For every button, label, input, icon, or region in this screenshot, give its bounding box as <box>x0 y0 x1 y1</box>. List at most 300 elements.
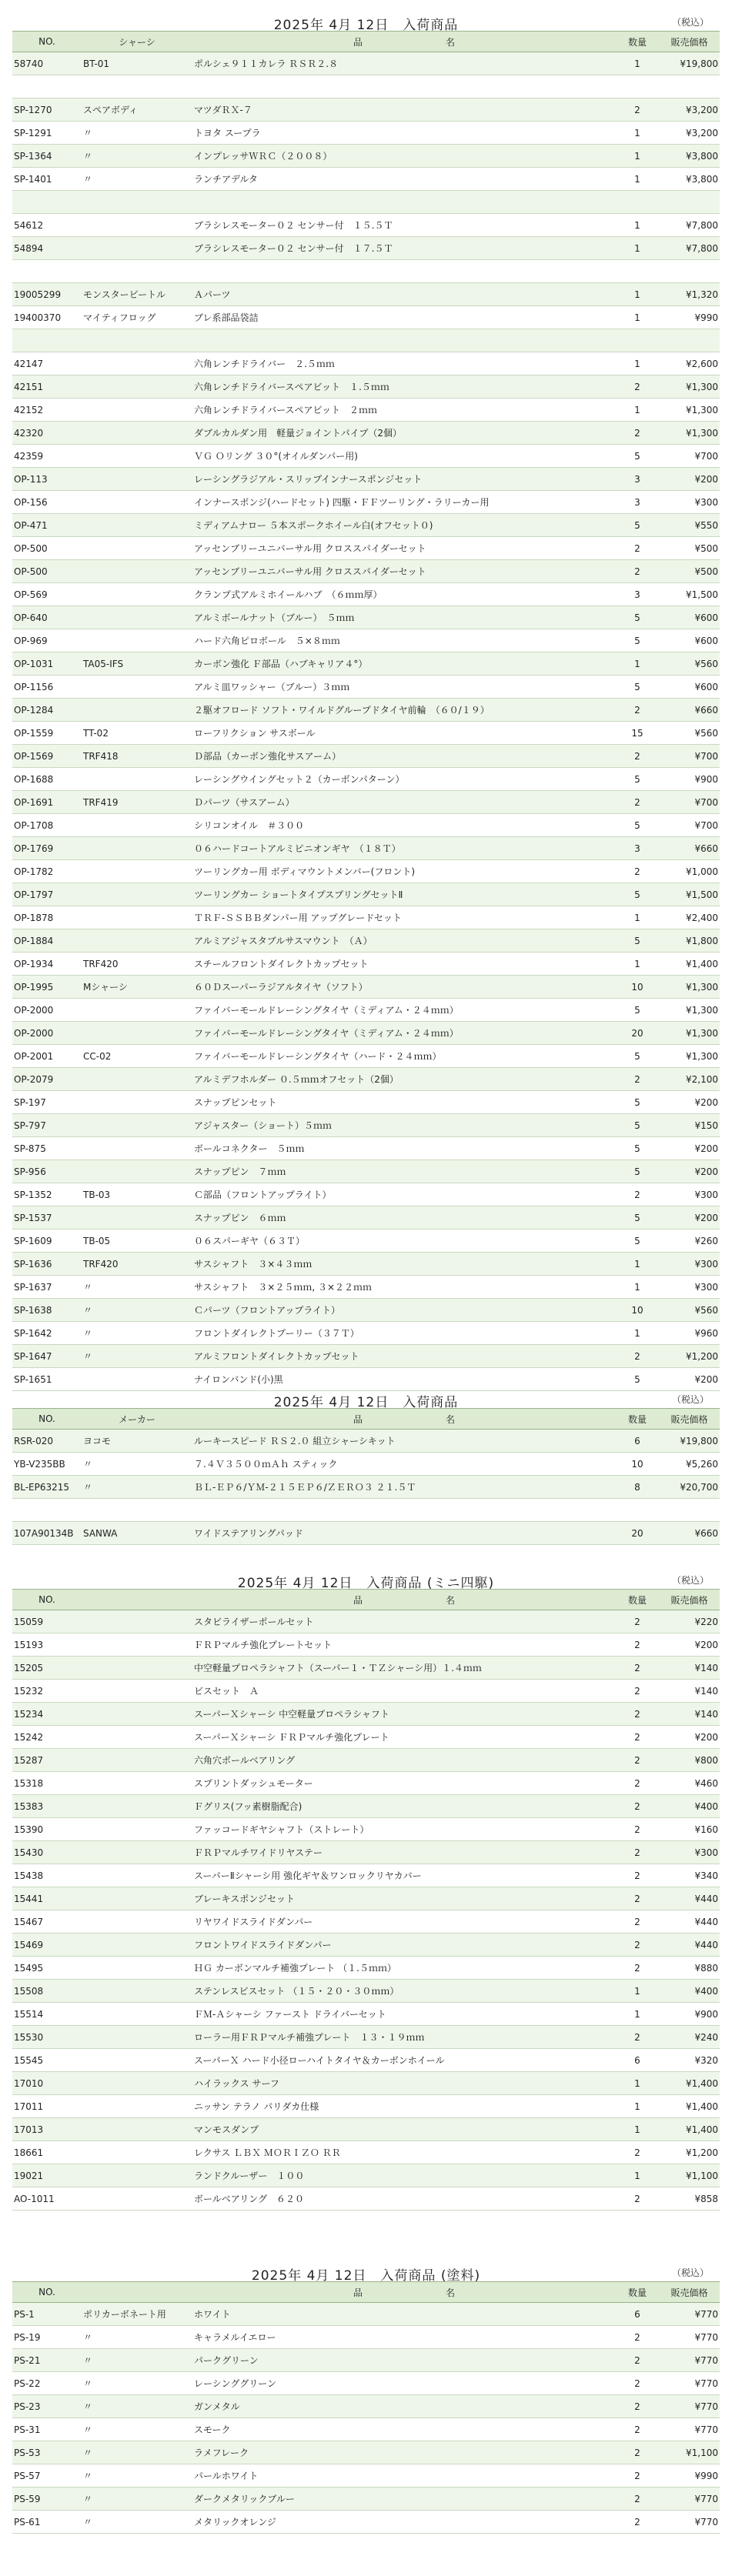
cell-price: ¥300 <box>659 1276 720 1299</box>
cell-name: ステンレスビスセット （１５・２０・３０ｍｍ） <box>192 1980 616 2003</box>
cell-category <box>82 214 192 237</box>
cell-qty: 2 <box>616 98 659 122</box>
cell-name: ファイバーモールドレーシングタイヤ（ミディアム・２４ｍｍ） <box>192 999 616 1022</box>
cell-qty: 2 <box>616 1864 659 1887</box>
cell-price: ¥1,800 <box>659 929 720 953</box>
cell-category: ヨコモ <box>82 1430 192 1453</box>
cell-no: 15193 <box>12 1633 82 1657</box>
cell-qty: 2 <box>616 1795 659 1818</box>
cell-name: ブラシレスモーター０２ センサー付 １７.５Ｔ <box>192 237 616 260</box>
cell-no: SP-1651 <box>12 1368 82 1391</box>
cell-qty: 3 <box>616 468 659 491</box>
cell-no: OP-969 <box>12 629 82 652</box>
col-header-name: 品 名 <box>192 32 616 52</box>
table-row <box>12 606 720 629</box>
table-row <box>12 1430 720 1453</box>
cell-price: ¥660 <box>659 837 720 860</box>
cell-category: TB-03 <box>82 1183 192 1206</box>
table-row <box>12 1322 720 1345</box>
cell-category: 〃 <box>82 168 192 191</box>
cell-qty: 5 <box>616 1206 659 1230</box>
table-row <box>12 814 720 837</box>
cell-name: ＦＲＰマルチ強化プレートセット <box>192 1633 616 1657</box>
cell-name: ２駆オフロード ソフト・ワイルドグループドタイヤ前輪 （６０/１９） <box>192 699 616 722</box>
cell-qty: 2 <box>616 1183 659 1206</box>
cell-no: OP-569 <box>12 583 82 606</box>
cell-qty: 5 <box>616 883 659 906</box>
cell-price: ¥140 <box>659 1703 720 1726</box>
table-row <box>12 1230 720 1253</box>
cell-no: 42359 <box>12 445 82 468</box>
col-header-name: 品 名 <box>192 1409 616 1430</box>
cell-price: ¥660 <box>659 699 720 722</box>
cell-no: OP-1769 <box>12 837 82 860</box>
cell-price: ¥2,100 <box>659 1068 720 1091</box>
cell-name: ０６ハードコートアルミピニオンギヤ （１８Ｔ） <box>192 837 616 860</box>
cell-name: ダークメタリックブルー <box>192 2488 616 2511</box>
cell-name: アッセンブリーユニバーサル用 クロススパイダーセット <box>192 537 616 560</box>
cell-category <box>82 2095 192 2118</box>
table-row <box>12 1453 720 1476</box>
cell-price: ¥460 <box>659 1772 720 1795</box>
cell-no: PS-19 <box>12 2326 82 2349</box>
cell-name <box>192 260 616 283</box>
cell-name: スーパーⅡシャーシ用 強化ギヤ＆ワンロックリヤカバー <box>192 1864 616 1887</box>
cell-price: ¥1,500 <box>659 583 720 606</box>
table-row <box>12 514 720 537</box>
cell-no: OP-2001 <box>12 1045 82 1068</box>
cell-name: ６０Ｄスーパーラジアルタイヤ（ソフト） <box>192 976 616 999</box>
table-row <box>12 52 720 75</box>
table-row <box>12 2303 720 2326</box>
cell-no: AO-1011 <box>12 2187 82 2211</box>
cell-name: ＦＭ-Ａシャーシ ファースト ドライバーセット <box>192 2003 616 2026</box>
cell-qty <box>616 260 659 283</box>
cell-price: ¥1,320 <box>659 283 720 306</box>
cell-category <box>82 2072 192 2095</box>
cell-price: ¥300 <box>659 491 720 514</box>
table-row <box>12 2372 720 2395</box>
cell-qty: 2 <box>616 2372 659 2395</box>
cell-name: 六角レンチドライバースペアビット １.５ｍｍ <box>192 375 616 399</box>
table-row <box>12 352 720 375</box>
cell-price: ¥150 <box>659 1114 720 1137</box>
cell-price: ¥1,200 <box>659 2141 720 2164</box>
section-1 <box>12 8 720 1391</box>
cell-no: OP-1995 <box>12 976 82 999</box>
table-row <box>12 953 720 976</box>
table-row <box>12 2049 720 2072</box>
table-row <box>12 122 720 145</box>
cell-category: 〃 <box>82 1345 192 1368</box>
cell-no: OP-2079 <box>12 1068 82 1091</box>
section-2 <box>12 1385 720 1545</box>
cell-qty: 3 <box>616 491 659 514</box>
cell-qty: 2 <box>616 1934 659 1957</box>
cell-no: 15234 <box>12 1703 82 1726</box>
cell-category <box>82 1091 192 1114</box>
cell-category: SANWA <box>82 1522 192 1545</box>
cell-no: 19005299 <box>12 283 82 306</box>
table-row <box>12 75 720 98</box>
cell-name: ガンメタル <box>192 2395 616 2418</box>
table-row <box>12 306 720 329</box>
table-row <box>12 237 720 260</box>
cell-qty: 2 <box>616 2488 659 2511</box>
cell-qty: 1 <box>616 283 659 306</box>
tax-note: （税込） <box>671 2267 709 2278</box>
cell-category <box>82 352 192 375</box>
cell-name: ＨＧ カーボンマルチ補強プレート （１.５ｍｍ） <box>192 1957 616 1980</box>
cell-category <box>82 2164 192 2187</box>
cell-price: ¥440 <box>659 1887 720 1910</box>
cell-no: SP-197 <box>12 1091 82 1114</box>
cell-no: 42152 <box>12 399 82 422</box>
cell-name: トヨタ スープラ <box>192 122 616 145</box>
cell-no: 17011 <box>12 2095 82 2118</box>
cell-name: スーパーＸ ハード小径ローハイトタイヤ＆カーボンホイール <box>192 2049 616 2072</box>
cell-name: 六角レンチドライバー ２.５ｍｍ <box>192 352 616 375</box>
cell-price: ¥300 <box>659 1841 720 1864</box>
cell-price: ¥770 <box>659 2349 720 2372</box>
cell-category <box>82 1680 192 1703</box>
cell-qty: 1 <box>616 1322 659 1345</box>
cell-price: ¥3,200 <box>659 98 720 122</box>
cell-name: スーパーＸシャーシ ＦＲＰマルチ強化プレート <box>192 1726 616 1749</box>
cell-no: 15242 <box>12 1726 82 1749</box>
table-row <box>12 2026 720 2049</box>
cell-name: 六角穴ボールベアリング <box>192 1749 616 1772</box>
cell-qty: 1 <box>616 399 659 422</box>
cell-no: 15441 <box>12 1887 82 1910</box>
cell-price: ¥260 <box>659 1230 720 1253</box>
cell-price: ¥600 <box>659 629 720 652</box>
cell-qty: 2 <box>616 1680 659 1703</box>
cell-qty: 2 <box>616 745 659 768</box>
table-row <box>12 1910 720 1934</box>
table-row <box>12 1749 720 1772</box>
table-row <box>12 999 720 1022</box>
cell-no: 58740 <box>12 52 82 75</box>
cell-category: 〃 <box>82 145 192 168</box>
cell-qty: 1 <box>616 2118 659 2141</box>
table-row <box>12 860 720 883</box>
cell-no: 15467 <box>12 1910 82 1934</box>
cell-category <box>82 75 192 98</box>
cell-no <box>12 1499 82 1522</box>
cell-name: ＴＲＦ-ＳＳＢＢダンパー用 アップグレードセット <box>192 906 616 929</box>
cell-no: SP-1637 <box>12 1276 82 1299</box>
cell-qty: 1 <box>616 2072 659 2095</box>
cell-qty: 2 <box>616 1910 659 1934</box>
cell-price: ¥960 <box>659 1322 720 1345</box>
table-row <box>12 145 720 168</box>
cell-name: ミディアムナロー ５本スポークホイール白(オフセット０) <box>192 514 616 537</box>
tax-note: （税込） <box>671 1575 709 1586</box>
cell-price: ¥1,300 <box>659 999 720 1022</box>
cell-qty: 1 <box>616 237 659 260</box>
cell-name: パールホワイト <box>192 2464 616 2488</box>
col-header-name: 品 名 <box>192 1590 616 1610</box>
cell-name: リヤワイドスライドダンパー <box>192 1910 616 1934</box>
cell-price: ¥3,200 <box>659 122 720 145</box>
cell-no: SP-1537 <box>12 1206 82 1230</box>
cell-category <box>82 606 192 629</box>
cell-price: ¥1,300 <box>659 1022 720 1045</box>
cell-price: ¥770 <box>659 2511 720 2534</box>
cell-name: スナップピン ７ｍｍ <box>192 1160 616 1183</box>
cell-qty: 5 <box>616 1091 659 1114</box>
table-row <box>12 1183 720 1206</box>
cell-category <box>82 537 192 560</box>
cell-no: SP-1291 <box>12 122 82 145</box>
cell-category: CC-02 <box>82 1045 192 1068</box>
cell-name: レーシングウイングセット２（カーボンパターン） <box>192 768 616 791</box>
cell-category <box>82 1610 192 1633</box>
cell-price: ¥19,800 <box>659 52 720 75</box>
cell-no: OP-1878 <box>12 906 82 929</box>
cell-qty: 5 <box>616 629 659 652</box>
cell-category <box>82 1726 192 1749</box>
cell-price: ¥440 <box>659 1934 720 1957</box>
cell-name: スモーク <box>192 2418 616 2441</box>
cell-price: ¥160 <box>659 1818 720 1841</box>
cell-name: ブレ系部品袋詰 <box>192 306 616 329</box>
cell-price: ¥900 <box>659 768 720 791</box>
cell-category <box>82 814 192 837</box>
cell-category <box>82 468 192 491</box>
cell-price: ¥1,300 <box>659 375 720 399</box>
cell-no: OP-1688 <box>12 768 82 791</box>
cell-no: OP-500 <box>12 560 82 583</box>
cell-price: ¥600 <box>659 606 720 629</box>
cell-category: 〃 <box>82 1476 192 1499</box>
cell-no: OP-640 <box>12 606 82 629</box>
cell-no: OP-1782 <box>12 860 82 883</box>
cell-qty: 2 <box>616 791 659 814</box>
cell-name: ビスセット Ａ <box>192 1680 616 1703</box>
section-title: 2025年 4月 12日 入荷商品 <box>273 18 459 33</box>
cell-price: ¥140 <box>659 1657 720 1680</box>
cell-category: 〃 <box>82 2511 192 2534</box>
cell-price: ¥140 <box>659 1680 720 1703</box>
cell-category <box>82 1841 192 1864</box>
table-row <box>12 399 720 422</box>
cell-qty: 1 <box>616 352 659 375</box>
cell-name: スナップピン ６ｍｍ <box>192 1206 616 1230</box>
cell-no: OP-1156 <box>12 676 82 699</box>
table-row <box>12 745 720 768</box>
cell-name: ハイラックス サーフ <box>192 2072 616 2095</box>
cell-name: フロントワイドスライドダンパー <box>192 1934 616 1957</box>
cell-price <box>659 191 720 214</box>
cell-no: OP-1934 <box>12 953 82 976</box>
cell-category: 〃 <box>82 2464 192 2488</box>
cell-qty: 2 <box>616 2026 659 2049</box>
cell-category <box>82 583 192 606</box>
cell-qty: 5 <box>616 1368 659 1391</box>
cell-no: OP-1708 <box>12 814 82 837</box>
cell-name: ＦＲＰマルチワイドリヤステー <box>192 1841 616 1864</box>
cell-qty: 2 <box>616 422 659 445</box>
cell-name: インナースポンジ(ハードセット) 四駆・ＦＦツーリング・ラリーカー用 <box>192 491 616 514</box>
cell-qty: 2 <box>616 375 659 399</box>
cell-category: 〃 <box>82 2488 192 2511</box>
cell-no: 15545 <box>12 2049 82 2072</box>
items-table <box>12 2281 720 2534</box>
cell-name: アルミデフホルダー ０.５ｍｍオフセット（2個） <box>192 1068 616 1091</box>
cell-price: ¥200 <box>659 468 720 491</box>
table-row <box>12 2072 720 2095</box>
cell-category <box>82 2187 192 2211</box>
section-title: 2025年 4月 12日 入荷商品 (ミニ四駆) <box>237 1576 495 1591</box>
cell-no: OP-2000 <box>12 999 82 1022</box>
cell-price <box>659 1499 720 1522</box>
table-row <box>12 214 720 237</box>
cell-price: ¥340 <box>659 1864 720 1887</box>
cell-qty: 1 <box>616 214 659 237</box>
cell-category <box>82 1772 192 1795</box>
cell-price: ¥19,800 <box>659 1430 720 1453</box>
table-row <box>12 191 720 214</box>
cell-qty: 10 <box>616 976 659 999</box>
cell-no: SP-1609 <box>12 1230 82 1253</box>
cell-qty: 1 <box>616 168 659 191</box>
table-row <box>12 1160 720 1183</box>
cell-qty: 2 <box>616 1887 659 1910</box>
cell-qty: 2 <box>616 2418 659 2441</box>
cell-no: 19400370 <box>12 306 82 329</box>
cell-no: 54612 <box>12 214 82 237</box>
cell-no: SP-1401 <box>12 168 82 191</box>
col-header-no: NO. <box>12 1409 82 1430</box>
cell-qty: 1 <box>616 953 659 976</box>
cell-qty: 2 <box>616 1726 659 1749</box>
cell-category <box>82 514 192 537</box>
table-row <box>12 2464 720 2488</box>
cell-no: SP-875 <box>12 1137 82 1160</box>
table-row <box>12 283 720 306</box>
cell-qty: 3 <box>616 837 659 860</box>
cell-no: PS-22 <box>12 2372 82 2395</box>
col-header-name: 品 名 <box>192 2282 616 2303</box>
cell-price: ¥660 <box>659 1522 720 1545</box>
cell-no: SP-1352 <box>12 1183 82 1206</box>
cell-no: 42147 <box>12 352 82 375</box>
cell-name: ボールコネクター ５ｍｍ <box>192 1137 616 1160</box>
cell-price: ¥1,400 <box>659 2118 720 2141</box>
cell-no: 15287 <box>12 1749 82 1772</box>
items-table <box>12 31 720 1391</box>
table-row <box>12 1522 720 1545</box>
table-row <box>12 1726 720 1749</box>
cell-name: ハード六角ピロボール ５×８ｍｍ <box>192 629 616 652</box>
cell-name: キャラメルイエロー <box>192 2326 616 2349</box>
section-header <box>12 1566 720 1589</box>
cell-category: TA05-IFS <box>82 652 192 676</box>
cell-name: カーボン強化 Ｆ部品（ハブキャリア４°） <box>192 652 616 676</box>
cell-category: BT-01 <box>82 52 192 75</box>
col-header-price: 販売価格 <box>659 32 720 52</box>
cell-price: ¥1,300 <box>659 976 720 999</box>
table-row <box>12 1633 720 1657</box>
cell-name: ランドクルーザー １００ <box>192 2164 616 2187</box>
cell-no: OP-1797 <box>12 883 82 906</box>
cell-name: ダブルカルダン用 軽量ジョイントパイプ（2個） <box>192 422 616 445</box>
table-row <box>12 445 720 468</box>
cell-price: ¥300 <box>659 1253 720 1276</box>
table-row <box>12 2095 720 2118</box>
cell-price: ¥200 <box>659 1633 720 1657</box>
cell-no: OP-1691 <box>12 791 82 814</box>
col-header-price: 販売価格 <box>659 2282 720 2303</box>
cell-qty <box>616 329 659 352</box>
cell-no: PS-59 <box>12 2488 82 2511</box>
col-header-category: シャーシ <box>82 32 192 52</box>
cell-qty: 5 <box>616 676 659 699</box>
cell-category <box>82 1160 192 1183</box>
cell-category <box>82 329 192 352</box>
cell-qty: 2 <box>616 1633 659 1657</box>
cell-price: ¥1,100 <box>659 2164 720 2187</box>
cell-qty: 2 <box>616 2464 659 2488</box>
cell-qty: 3 <box>616 583 659 606</box>
table-row <box>12 1068 720 1091</box>
cell-category <box>82 1068 192 1091</box>
cell-no: SP-1647 <box>12 1345 82 1368</box>
cell-qty: 10 <box>616 1299 659 1322</box>
cell-price: ¥700 <box>659 745 720 768</box>
cell-qty: 2 <box>616 560 659 583</box>
cell-category: 〃 <box>82 2326 192 2349</box>
cell-name: マツダＲＸ-７ <box>192 98 616 122</box>
cell-name: ボールベアリング ６２０ <box>192 2187 616 2211</box>
cell-name: レクサス ＬＢＸ ＭＯＲＩＺＯ ＲＲ <box>192 2141 616 2164</box>
cell-name: ホワイト <box>192 2303 616 2326</box>
cell-category <box>82 1818 192 1841</box>
cell-category <box>82 906 192 929</box>
cell-price: ¥320 <box>659 2049 720 2072</box>
cell-qty: 1 <box>616 52 659 75</box>
cell-price: ¥858 <box>659 2187 720 2211</box>
cell-category <box>82 1887 192 1910</box>
cell-category: TB-05 <box>82 1230 192 1253</box>
cell-category: マイティフロッグ <box>82 306 192 329</box>
cell-category: 〃 <box>82 2441 192 2464</box>
cell-price: ¥600 <box>659 676 720 699</box>
cell-qty: 20 <box>616 1522 659 1545</box>
cell-no: 15469 <box>12 1934 82 1957</box>
cell-category: 〃 <box>82 2372 192 2395</box>
cell-price: ¥560 <box>659 1299 720 1322</box>
cell-name: Ｆグリス(フッ素樹脂配合) <box>192 1795 616 1818</box>
col-header-category: メーカー <box>82 1409 192 1430</box>
cell-name: クランプ式アルミホイールハブ （６ｍｍ厚） <box>192 583 616 606</box>
cell-category <box>82 375 192 399</box>
cell-category <box>82 399 192 422</box>
cell-category: モンスタービートル <box>82 283 192 306</box>
cell-no: OP-2000 <box>12 1022 82 1045</box>
tax-note: （税込） <box>671 1394 709 1405</box>
table-row <box>12 883 720 906</box>
cell-price: ¥1,500 <box>659 883 720 906</box>
col-header-qty: 数量 <box>616 1590 659 1610</box>
table-row <box>12 2118 720 2141</box>
cell-qty: 2 <box>616 860 659 883</box>
cell-price: ¥440 <box>659 1910 720 1934</box>
cell-qty: 2 <box>616 1772 659 1795</box>
table-row <box>12 2326 720 2349</box>
